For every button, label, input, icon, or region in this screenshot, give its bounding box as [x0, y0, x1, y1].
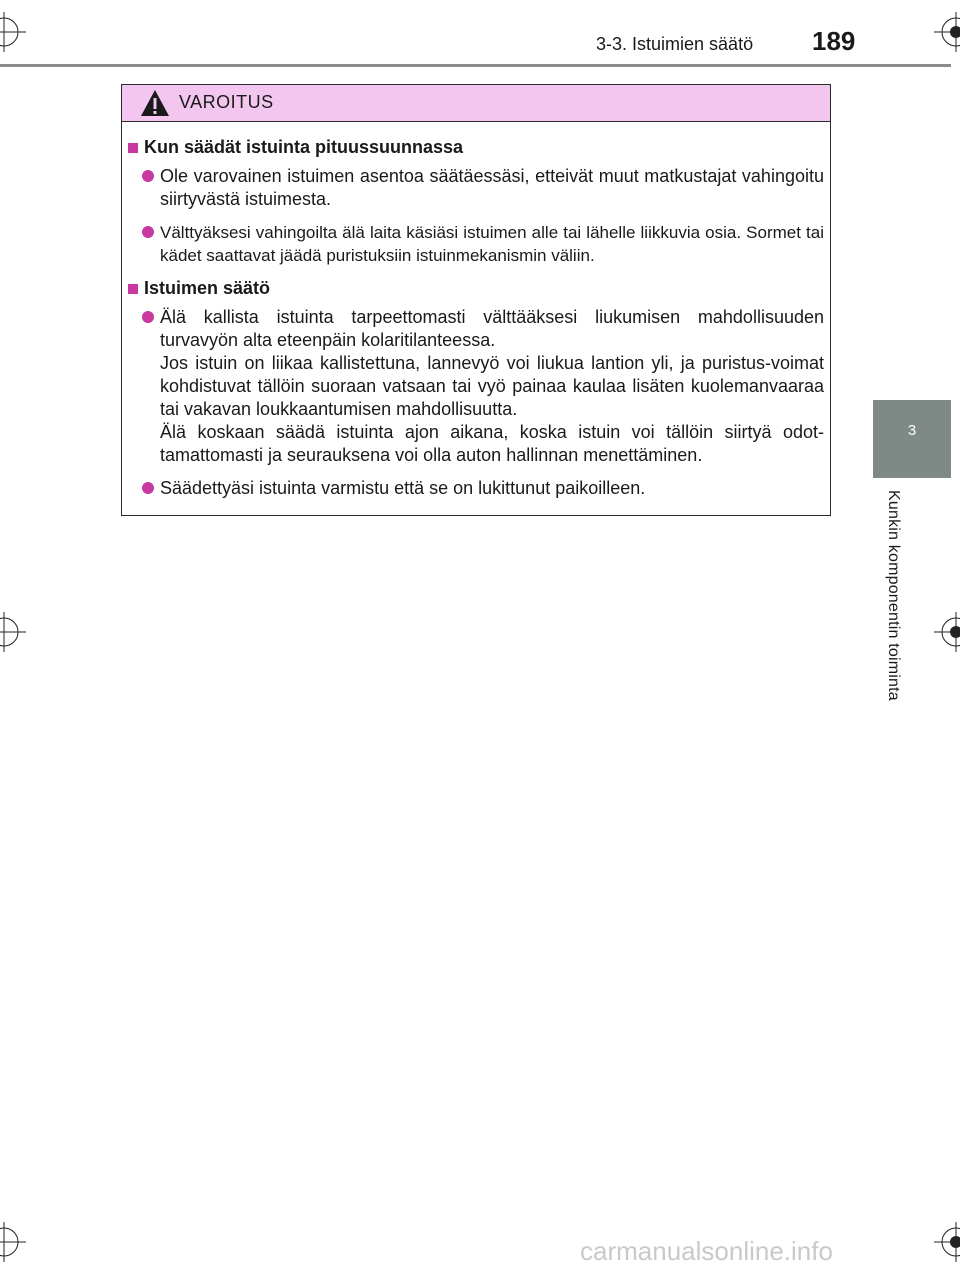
warning-triangle-icon: [140, 89, 170, 117]
list-item: [142, 477, 824, 500]
chapter-label: Kunkin komponentin toiminta: [885, 490, 902, 701]
crop-mark-mid-left: [0, 612, 30, 652]
section-heading-text: Kun säädät istuinta pituussuunnassa: [144, 137, 464, 157]
section-heading: [128, 277, 824, 300]
dot-bullet-icon: [142, 311, 154, 323]
list-item-text: Jos istuin on liikaa kallistettuna, lannevyö voi liukua lantion yli, ja puristus-voimat kohdistuvat tällöin suoraan vatsaan tai vyö painaa kaulaa lisäten kuolemanvaaraa tai vakavan loukkaantumisen mahdollisuutta.: [160, 353, 824, 419]
crop-mark-bottom-left: [0, 1222, 30, 1262]
dot-bullet-icon: [142, 170, 154, 182]
page-number: 189: [812, 26, 856, 56]
dot-bullet-icon: [142, 226, 154, 238]
list-item-text: Älä koskaan säädä istuinta ajon aikana, koska istuin voi tällöin siirtyä odot-tamattomasti ja seurauksena voi olla auton hallinnan menettäminen.: [160, 422, 824, 465]
list-item: [142, 306, 824, 467]
crop-mark-mid-right: [930, 612, 960, 652]
header-section-title: 3-3. Istuimien säätö: [596, 34, 754, 54]
square-bullet-icon: [128, 284, 138, 294]
square-bullet-icon: [128, 143, 138, 153]
crop-mark-top-right: [930, 12, 960, 52]
chapter-tab: [873, 400, 951, 478]
warning-box: [121, 84, 831, 516]
list-item-text: Älä kallista istuinta tarpeettomasti välttääksesi liukumisen mahdollisuuden turvavyön alta eteenpäin kolaritilanteessa.: [160, 307, 824, 350]
list-item-text: Ole varovainen istuimen asentoa säätäessäsi, etteivät muut matkustajat vahingoitu siirtyvästä istuimesta.: [160, 166, 824, 209]
warning-title: VAROITUS: [179, 92, 274, 112]
crop-mark-top-left: [0, 12, 30, 52]
list-item-text: Säädettyäsi istuinta varmistu että se on lukittunut paikoilleen.: [160, 478, 646, 498]
warning-body: [122, 122, 830, 500]
list-item: [142, 165, 824, 211]
warning-header: [122, 85, 830, 122]
dot-bullet-icon: [142, 482, 154, 494]
list-item-text: Välttyäksesi vahingoilta älä laita käsiäsi istuimen alle tai lähelle liikkuvia osia. Sormet tai kädet saattavat jäädä puristuksiin istuinmekanismin väliin.: [160, 223, 824, 265]
list-item: [142, 221, 824, 267]
section-heading: [128, 136, 824, 159]
crop-mark-bottom-right: [930, 1222, 960, 1262]
header-rule: [0, 64, 951, 67]
watermark: carmanualsonline.info: [580, 1236, 833, 1266]
chapter-number: 3: [907, 422, 917, 439]
section-heading-text: Istuimen säätö: [144, 278, 271, 298]
